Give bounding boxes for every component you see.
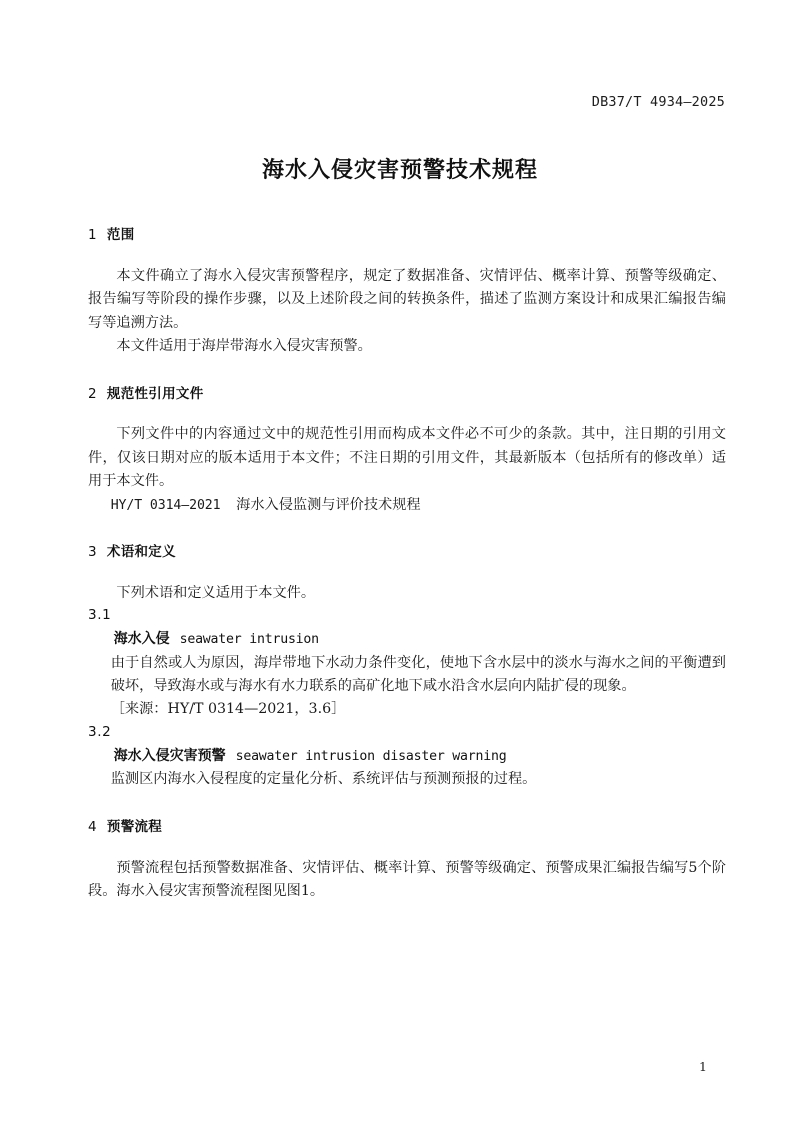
paragraph: 本文件确立了海水入侵灾害预警程序，规定了数据准备、灾情评估、概率计算、预警等级确定、报告编写等阶段的操作步骤，以及上述阶段之间的转换条件，描述了监测方案设计和成果汇编报告编写等追溯方法。 <box>88 267 726 331</box>
paragraph: 预警流程包括预警数据准备、灾情评估、概率计算、预警等级确定、预警成果汇编报告编写5个阶段。海水入侵灾害预警流程图见图1。 <box>88 859 726 899</box>
standard-number-header: DB37/T 4934—2025 <box>591 94 725 110</box>
term-entry-3-2 <box>88 743 726 768</box>
term-definition: 由于自然或人为原因，海岸带地下水动力条件变化，使地下含水层中的淡水与海水之间的平衡遭到破坏，导致海水或与海水有水力联系的高矿化地下咸水沿含水层向内陆扩侵的现象。 <box>110 654 726 695</box>
section-heading-3 <box>88 543 726 562</box>
reference-name: 海水入侵监测与评价技术规程 <box>236 496 421 513</box>
section-number: 4 <box>88 818 97 835</box>
document-body <box>88 226 726 903</box>
term-chinese: 海水入侵灾害预警 <box>113 747 226 764</box>
paragraph: 本文件适用于海岸带海水入侵灾害预警。 <box>116 338 372 355</box>
section-number: 3 <box>88 544 97 561</box>
section-number: 2 <box>88 385 97 402</box>
paragraph: 下列文件中的内容通过文中的规范性引用而构成本文件必不可少的条款。其中，注日期的引用文件，仅该日期对应的版本适用于本文件；不注日期的引用文件，其最新版本（包括所有的修改单）适用于本文件。 <box>88 426 726 490</box>
term-english: seawater intrusion disaster warning <box>235 748 507 764</box>
reference-code: HY/T 0314—2021 <box>110 497 221 513</box>
section-title: 预警流程 <box>106 818 163 835</box>
section-title: 术语和定义 <box>106 544 176 561</box>
term-number-3-2: 3.2 <box>88 723 112 740</box>
page-number: 1 <box>699 1059 707 1074</box>
paragraph: 下列术语和定义适用于本文件。 <box>116 584 316 601</box>
term-source: ［来源：HY/T 0314—2021，3.6］ <box>110 701 346 718</box>
section-heading-4 <box>88 818 726 837</box>
section-title: 范围 <box>106 227 135 243</box>
term-definition: 监测区内海水入侵程度的定量化分析、系统评估与预测预报的过程。 <box>110 771 537 788</box>
term-entry-3-1 <box>88 626 726 651</box>
section-title: 规范性引用文件 <box>106 385 204 402</box>
normative-reference <box>88 494 726 517</box>
section-heading-2 <box>88 385 726 404</box>
term-chinese: 海水入侵 <box>113 631 170 648</box>
term-english: seawater intrusion <box>179 632 319 648</box>
term-number-3-1: 3.1 <box>88 607 112 624</box>
page-title: 海水入侵灾害预警技术规程 <box>261 158 538 183</box>
section-number: 1 <box>88 227 97 243</box>
section-heading-1 <box>88 226 726 245</box>
